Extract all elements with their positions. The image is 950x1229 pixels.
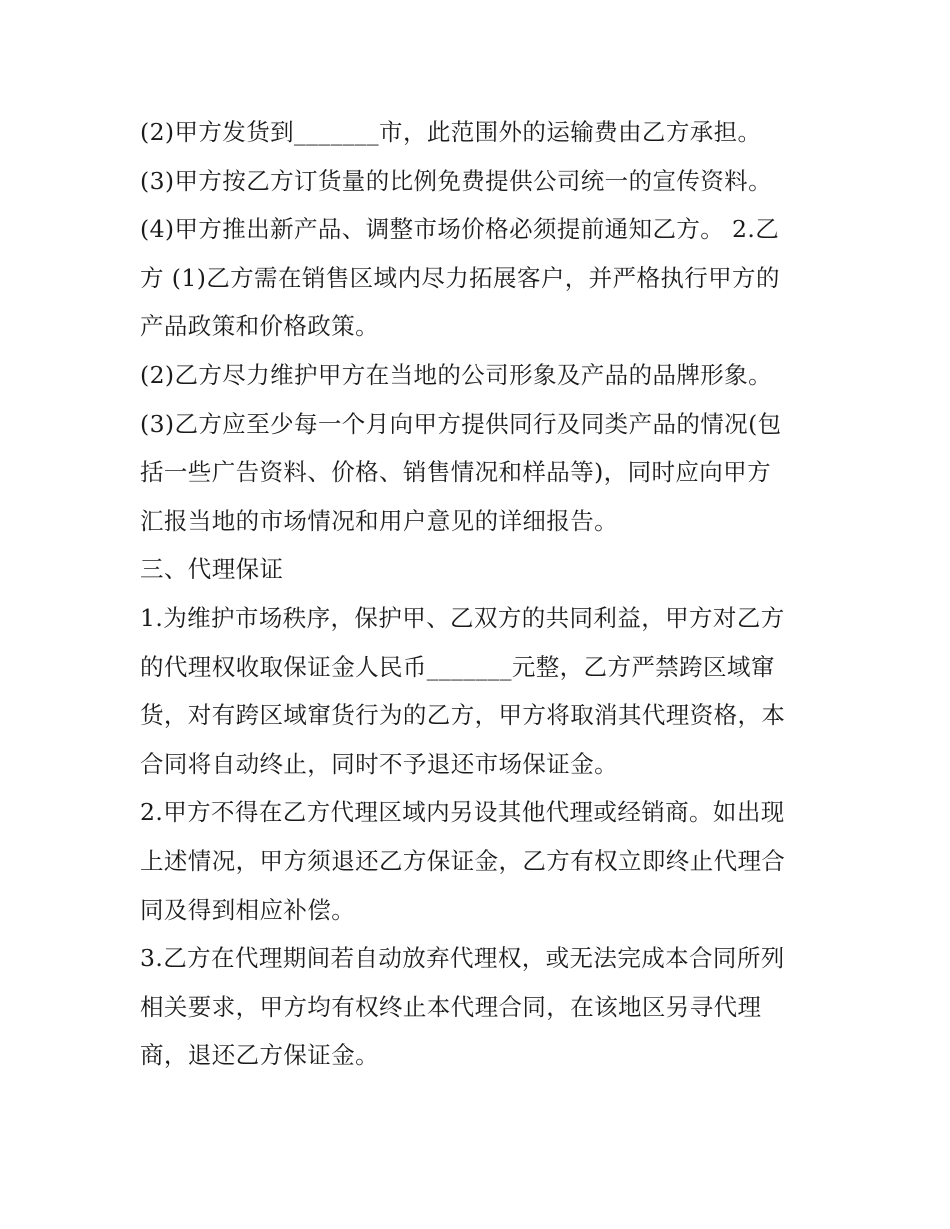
text-line: 相关要求，甲方均有权终止本代理合同，在该地区另寻代理 [140,992,762,1021]
text-line: 1.为维护市场秩序，保护甲、乙双方的共同利益，甲方对乙方 [140,603,785,632]
text-line: 产品政策和价格政策。 [140,312,379,341]
contract-body [140,108,840,1080]
text-line: (2)乙方尽力维护甲方在当地的公司形象及产品的品牌形象。 [140,360,772,389]
text-line: (2)甲方发货到_______市，此范围外的运输费由乙方承担。 [140,118,762,146]
text-line: 括一些广告资料、价格、销售情况和样品等)，同时应向甲方 [140,458,771,487]
section-heading: 三、代理保证 [140,555,284,584]
text-line: 上述情况，甲方须退还乙方保证金，乙方有权立即终止代理合 [140,846,786,875]
text-line: (4)甲方推出新产品、调整市场价格必须提前通知乙方。 2.乙 [140,215,780,244]
text-line: 汇报当地的市场情况和用户意见的详细报告。 [140,506,618,535]
text-line: (3)甲方按乙方订货量的比例免费提供公司统一的宣传资料。 [140,166,772,195]
text-line: 货，对有跨区域窜货行为的乙方，甲方将取消其代理资格，本 [140,701,786,730]
text-line: (3)乙方应至少每一个月向甲方提供同行及同类产品的情况(包 [140,409,782,438]
text-line: 商，退还乙方保证金。 [140,1041,379,1070]
text-line: 3.乙方在代理期间若自动放弃代理权，或无法完成本合同所列 [140,944,785,973]
text-line: 方 (1)乙方需在销售区域内尽力拓展客户，并严格执行甲方的 [140,263,780,292]
text-line: 的代理权收取保证金人民币_______元整，乙方严禁跨区域窜 [140,652,775,681]
text-line: 2.甲方不得在乙方代理区域内另设其他代理或经销商。如出现 [140,798,785,827]
text-line: 合同将自动终止，同时不予退还市场保证金。 [140,749,618,778]
text-line: 同及得到相应补偿。 [140,895,356,924]
